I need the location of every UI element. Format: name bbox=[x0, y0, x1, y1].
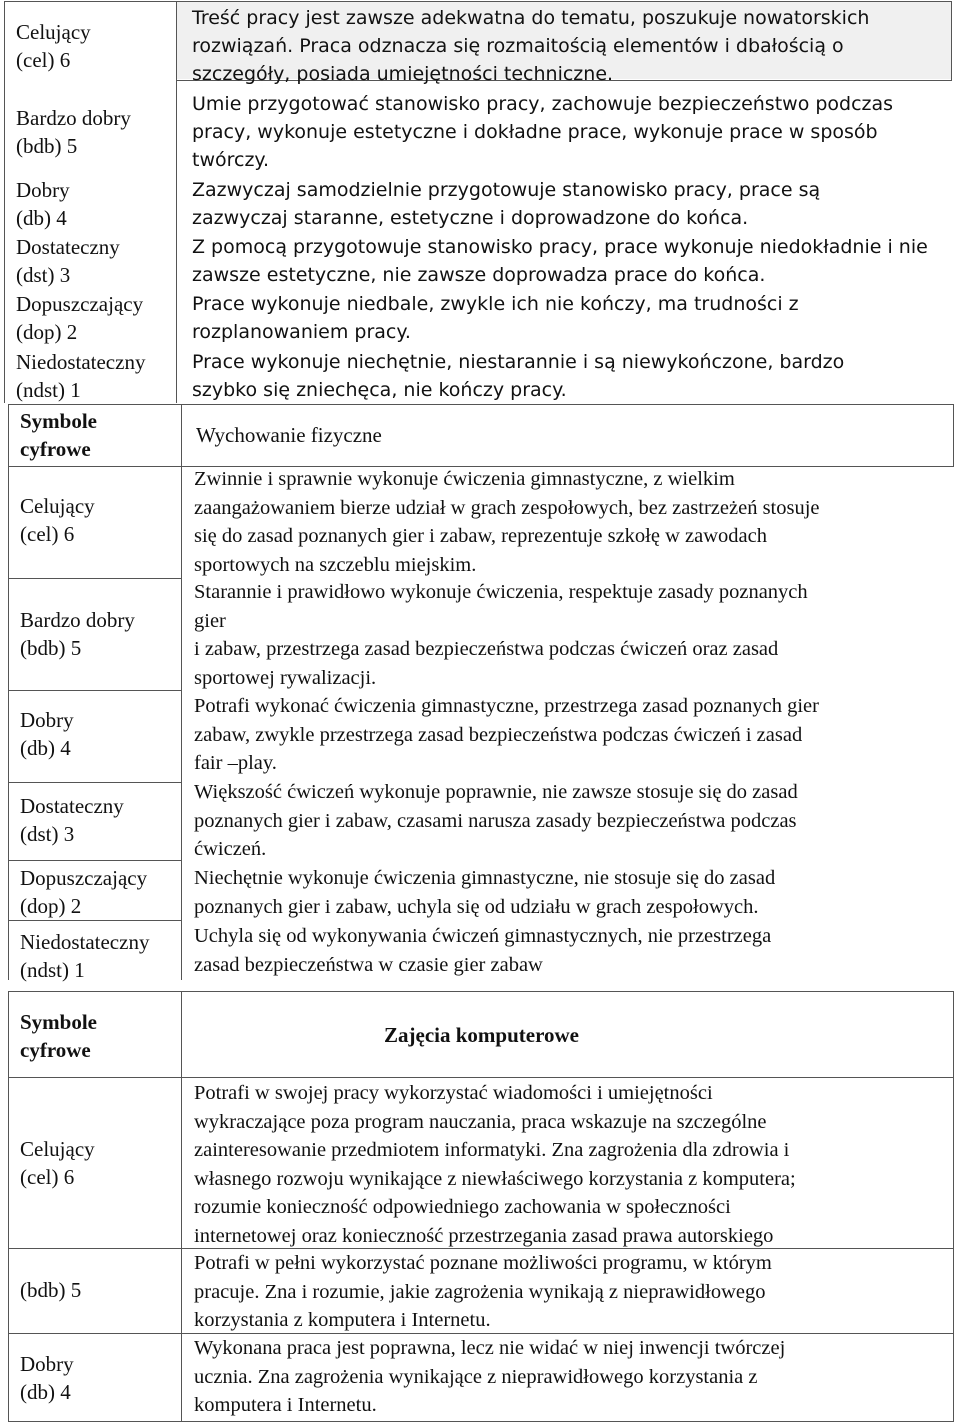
top-table-border-top bbox=[4, 1, 952, 2]
top-table-divider bbox=[176, 1, 177, 403]
pe-right-border bbox=[953, 404, 954, 466]
cs-desc-3: Wykonana praca jest poprawna, lecz nie widać w niej inwencji twórczej ucznia. Zna zagrożenia wynikające z nieprawidłowego korzystania z komputera i Internetu. bbox=[194, 1337, 786, 1416]
pe-row-line-1 bbox=[8, 578, 182, 579]
pe-desc-1: Zwinnie i sprawnie wykonuje ćwiczenia gimnastyczne, z wielkim zaangażowaniem bierze udział w grach zespołowych, bez zastrzeżeń stosuje się do zasad poznanych gier i zabaw, reprezentuje szkołę w zawodach sportowych na szczeblu miejskim. bbox=[194, 468, 820, 576]
pe-desc-6: Uchyla się od wykonywania ćwiczeń gimnastycznych, nie przestrzega zasad bezpieczeństwa w czasie gier zabaw bbox=[194, 925, 772, 976]
pe-desc-4: Większość ćwiczeń wykonuje poprawnie, nie zawsze stosuje się do zasad poznanych gier i zabaw, czasami narusza zasady bezpieczeństwa podczas ćwiczeń. bbox=[194, 781, 798, 860]
pe-grade-2: Bardzo dobry (bdb) 5 bbox=[20, 608, 135, 660]
pe-title: Wychowanie fizyczne bbox=[196, 423, 382, 447]
pe-row-line-3 bbox=[8, 782, 182, 783]
top-grade-4: Dostateczny (dst) 3 bbox=[16, 235, 120, 287]
pe-symbol-label: Symbole cyfrowe bbox=[20, 409, 98, 461]
pe-top-border bbox=[8, 404, 954, 405]
pe-row-line-5 bbox=[8, 920, 182, 921]
pe-row-line-2 bbox=[8, 690, 182, 691]
cs-grade-2: (bdb) 5 bbox=[20, 1278, 82, 1302]
cs-top-border bbox=[8, 991, 954, 992]
top-table-border-left bbox=[4, 1, 5, 403]
pe-desc-3: Potrafi wykonać ćwiczenia gimnastyczne, przestrzega zasad poznanych gier zabaw, zwykle przestrzega zasad bezpieczeństwa podczas ćwiczeń i zasad fair –play. bbox=[194, 695, 819, 774]
cs-desc-1: Potrafi w swojej pracy wykorzystać wiadomości i umiejętności wykraczające poza program nauczania, praca wskazuje na szczególne zainteresowanie przedmiotem informatyki. Zna zagrożenia dla zdrowia i własnego rozwoju wynikające z niewłaściwego korzystania z komputera; rozumie konieczność odpowiedniego zachowania w społeczności internetowej oraz konieczność przestrzegania zasad prawa autorskiego bbox=[194, 1082, 796, 1247]
top-desc-5: Prace wykonuje niedbale, zwykle ich nie kończy, ma trudności z rozplanowaniem pracy. bbox=[192, 293, 799, 343]
cs-grade-3: Dobry (db) 4 bbox=[20, 1352, 74, 1404]
cs-header-line bbox=[8, 1077, 954, 1078]
pe-desc-2: Starannie i prawidłowo wykonuje ćwiczenia, respektuje zasady poznanych gier i zabaw, przestrzega zasad bezpieczeństwa podczas ćwiczeń oraz zasad sportowej rywalizacji. bbox=[194, 581, 808, 689]
cs-right-border bbox=[953, 991, 954, 1422]
top-grade-6: Niedostateczny (ndst) 1 bbox=[16, 350, 146, 402]
top-grade-2: Bardzo dobry (bdb) 5 bbox=[16, 106, 131, 158]
pe-left-border bbox=[8, 404, 9, 980]
cs-divider bbox=[181, 991, 182, 1422]
cs-title: Zajęcia komputerowe bbox=[384, 1023, 579, 1047]
pe-grade-3: Dobry (db) 4 bbox=[20, 708, 74, 760]
cs-grade-1: Celujący (cel) 6 bbox=[20, 1137, 95, 1189]
top-table-border-right bbox=[951, 1, 952, 81]
top-grade-5: Dopuszczający (dop) 2 bbox=[16, 292, 144, 344]
cs-desc-2: Potrafi w pełni wykorzystać poznane możliwości programu, w którym pracuje. Zna i rozumie, jakie zagrożenia wynikają z nieprawidłowego korzystania z komputera i Internetu. bbox=[194, 1252, 772, 1331]
pe-grade-4: Dostateczny (dst) 3 bbox=[20, 794, 124, 846]
cs-bottom-border bbox=[8, 1421, 954, 1422]
top-desc-4: Z pomocą przygotowuje stanowisko pracy, prace wykonuje niedokładnie i nie zawsze estetyczne, nie zawsze doprowadza prace do końca. bbox=[192, 236, 928, 286]
pe-desc-5: Niechętnie wykonuje ćwiczenia gimnastyczne, nie stosuje się do zasad poznanych gier i zabaw, uchyla się od udziału w grach zespołowych. bbox=[194, 867, 776, 918]
cs-symbol-label: Symbole cyfrowe bbox=[20, 1010, 98, 1062]
pe-divider bbox=[181, 404, 182, 980]
cs-left-border bbox=[8, 991, 9, 1422]
pe-grade-1: Celujący (cel) 6 bbox=[20, 494, 95, 546]
pe-grade-6: Niedostateczny (ndst) 1 bbox=[20, 930, 150, 982]
top-grade-3: Dobry (db) 4 bbox=[16, 178, 70, 230]
top-desc-3: Zazwyczaj samodzielnie przygotowuje stanowisko pracy, prace są zazwyczaj staranne, estetyczne i doprowadzone do końca. bbox=[192, 179, 821, 229]
top-desc-2: Umie przygotować stanowisko pracy, zachowuje bezpieczeństwo podczas pracy, wykonuje estetyczne i dokładne prace, wykonuje prace w sposób twórczy. bbox=[192, 93, 894, 171]
top-desc-6: Prace wykonuje niechętnie, niestarannie i są niewykończone, bardzo szybko się zniechęca, nie kończy pracy. bbox=[192, 351, 845, 401]
top-desc-1: Treść pracy jest zawsze adekwatna do tematu, poszukuje nowatorskich rozwiązań. Praca odznacza się rozmaitością elementów i dbałością o szczegóły, posiada umiejętności techniczne. bbox=[192, 7, 870, 85]
top-grade-1: Celujący (cel) 6 bbox=[16, 20, 91, 72]
pe-grade-5: Dopuszczający (dop) 2 bbox=[20, 866, 148, 918]
pe-row-line-4 bbox=[8, 860, 182, 861]
